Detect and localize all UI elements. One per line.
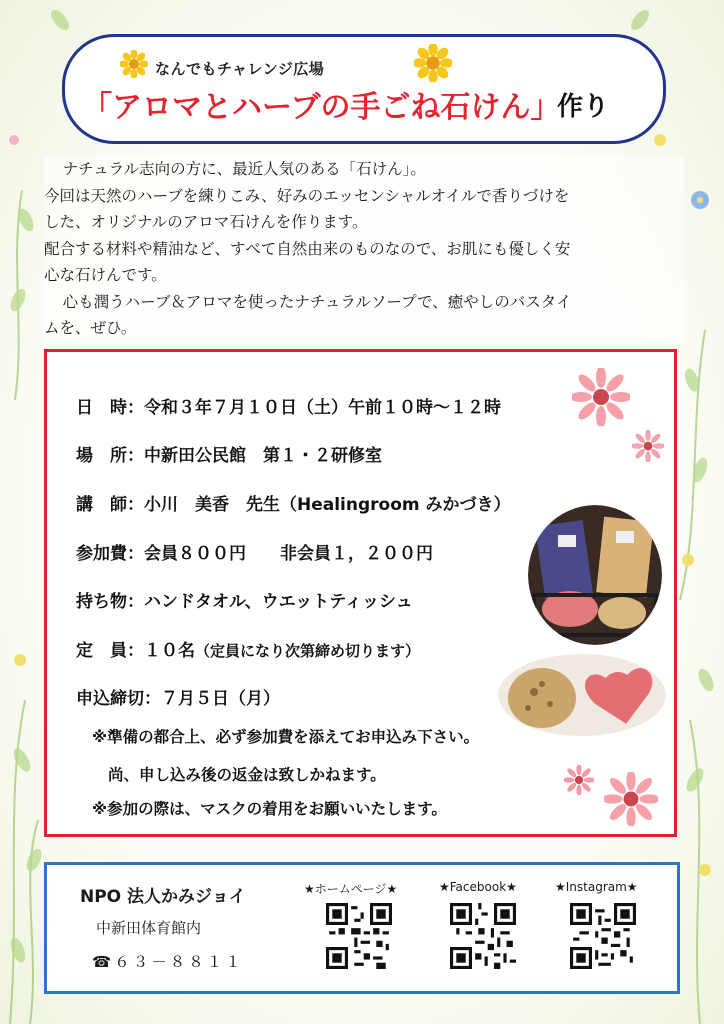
intro-line: 心な石けんです。	[44, 266, 167, 284]
event-series-subtitle: なんでもチャレンジ広場	[155, 60, 325, 78]
intro-line: 配合する材料や精油など、すべて自然由来のものなので、お肌にも優しく安	[44, 239, 571, 258]
detail-bring	[76, 587, 413, 612]
intro-line: ナチュラル志向の方に、最近人気のある「石けん」。	[62, 160, 426, 178]
bring-value: ハンドタオル、ウエットティッシュ	[144, 592, 413, 612]
soap-gift-photo	[528, 505, 662, 645]
detail-deadline	[76, 684, 280, 709]
intro-line: 今回は天然のハーブを練りこみ、好みのエッセンシャルオイルで香りづけを	[44, 186, 570, 205]
soap-closeup-photo	[498, 654, 666, 736]
event-title: 「アロマとハーブの手ごね石けん」	[82, 90, 561, 125]
fee-label: 参加費：	[76, 544, 144, 564]
note-fee-required: ※準備の都合上、必ず参加費を添えてお申込み下さい。	[92, 728, 480, 746]
place-value: 中新田公民館 第１・２研修室	[144, 446, 382, 466]
teacher-label: 講 師：	[76, 495, 144, 515]
homepage-qr-code[interactable]	[326, 903, 392, 969]
detail-teacher	[76, 490, 511, 515]
capacity-value: １０名	[144, 641, 195, 661]
organizer-name: NPO 法人かみジョイ	[80, 887, 246, 907]
capacity-note: （定員になり次第締め切ります）	[195, 642, 421, 660]
intro-line: ムを、ぜひ。	[44, 319, 137, 337]
organizer-phone: ☎６３－８８１１	[92, 953, 244, 971]
note-no-refund: 尚、申し込み後の返金は致しかねます。	[108, 766, 386, 784]
note-mask: ※参加の際は、マスクの着用をお願いいたします。	[92, 800, 447, 818]
facebook-qr-code[interactable]	[450, 903, 516, 969]
pink-flower-icon	[564, 765, 594, 795]
pink-flower-icon	[604, 772, 658, 826]
date-value: 令和３年７月１０日（土）午前１０時～１２時	[144, 398, 501, 418]
instagram-label: ★Instagram★	[555, 880, 638, 894]
sunflower-icon	[414, 44, 452, 82]
date-label: 日 時：	[76, 398, 144, 418]
sunflower-icon	[120, 50, 148, 78]
detail-capacity	[76, 636, 420, 661]
instagram-qr-code[interactable]	[570, 903, 636, 969]
capacity-label: 定 員：	[76, 641, 144, 661]
intro-line: 心も潤うハーブ＆アロマを使ったナチュラルソープで、癒やしのバスタイ	[62, 292, 572, 311]
pink-flower-icon	[572, 368, 630, 426]
event-title-suffix: 作り	[557, 92, 610, 122]
deadline-label: 申込締切：	[76, 689, 161, 709]
bring-label: 持ち物：	[76, 592, 144, 612]
fee-value: 会員８００円 非会員１，２００円	[144, 544, 433, 564]
teacher-value: 小川 美香 先生（Healingroom みかづき）	[144, 495, 511, 515]
homepage-label: ★ホームページ★	[304, 882, 398, 896]
facebook-label: ★Facebook★	[439, 880, 517, 894]
detail-date	[76, 393, 501, 418]
detail-place	[76, 441, 382, 466]
organizer-location: 中新田体育館内	[96, 919, 202, 937]
intro-line: した、オリジナルのアロマ石けんを作ります。	[44, 213, 368, 231]
place-label: 場 所：	[76, 446, 144, 466]
intro-text	[44, 156, 684, 342]
pink-flower-icon	[632, 430, 664, 462]
deadline-value: ７月５日（月）	[161, 689, 280, 709]
detail-fee	[76, 539, 433, 564]
